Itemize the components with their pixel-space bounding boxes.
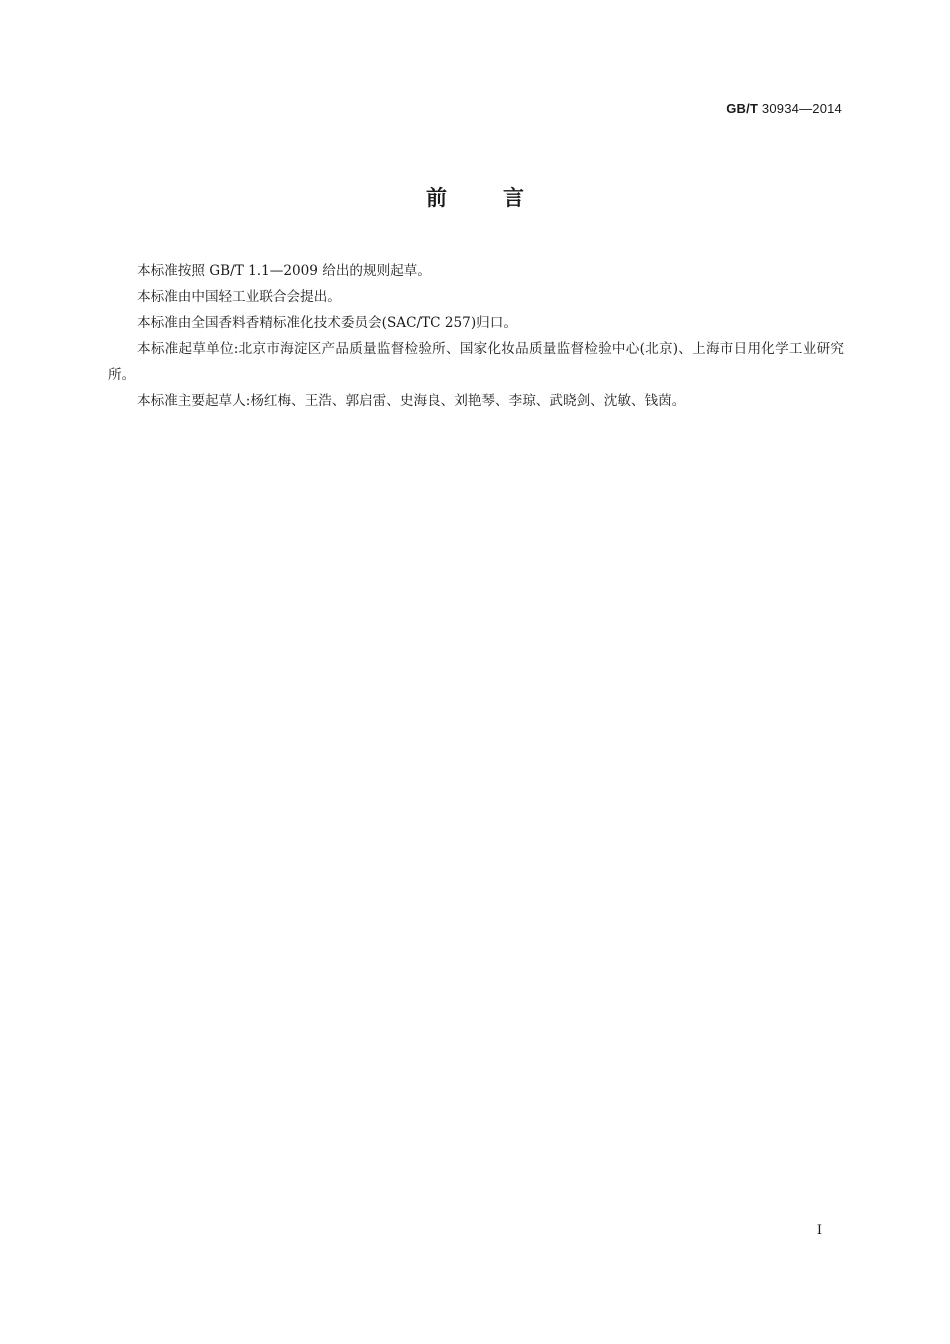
page-number: I	[816, 1223, 822, 1238]
paragraph-drafters: 本标准主要起草人:杨红梅、王浩、郭启雷、史海良、刘艳琴、李琼、武晓剑、沈敏、钱茵。	[137, 393, 686, 409]
standard-code	[726, 101, 842, 116]
standard-number: 30934—2014	[761, 101, 842, 116]
paragraph-proposer: 本标准由中国轻工业联合会提出。	[137, 289, 341, 305]
title-char-1: 前	[426, 186, 447, 210]
page-title	[0, 182, 950, 212]
paragraph-committee: 本标准由全国香料香精标准化技术委员会(SAC/TC 257)归口。	[137, 315, 517, 331]
paragraph-drafting-units: 本标准起草单位:北京市海淀区产品质量监督检验所、国家化妆品质量监督检验中心(北京)、上海市日用化学工业研究所。	[108, 341, 844, 383]
foreword-body	[108, 258, 844, 414]
title-char-2: 言	[503, 186, 524, 210]
paragraph-drafting-rules: 本标准按照 GB/T 1.1—2009 给出的规则起草。	[137, 263, 431, 279]
standard-prefix: GB/T	[726, 101, 759, 116]
